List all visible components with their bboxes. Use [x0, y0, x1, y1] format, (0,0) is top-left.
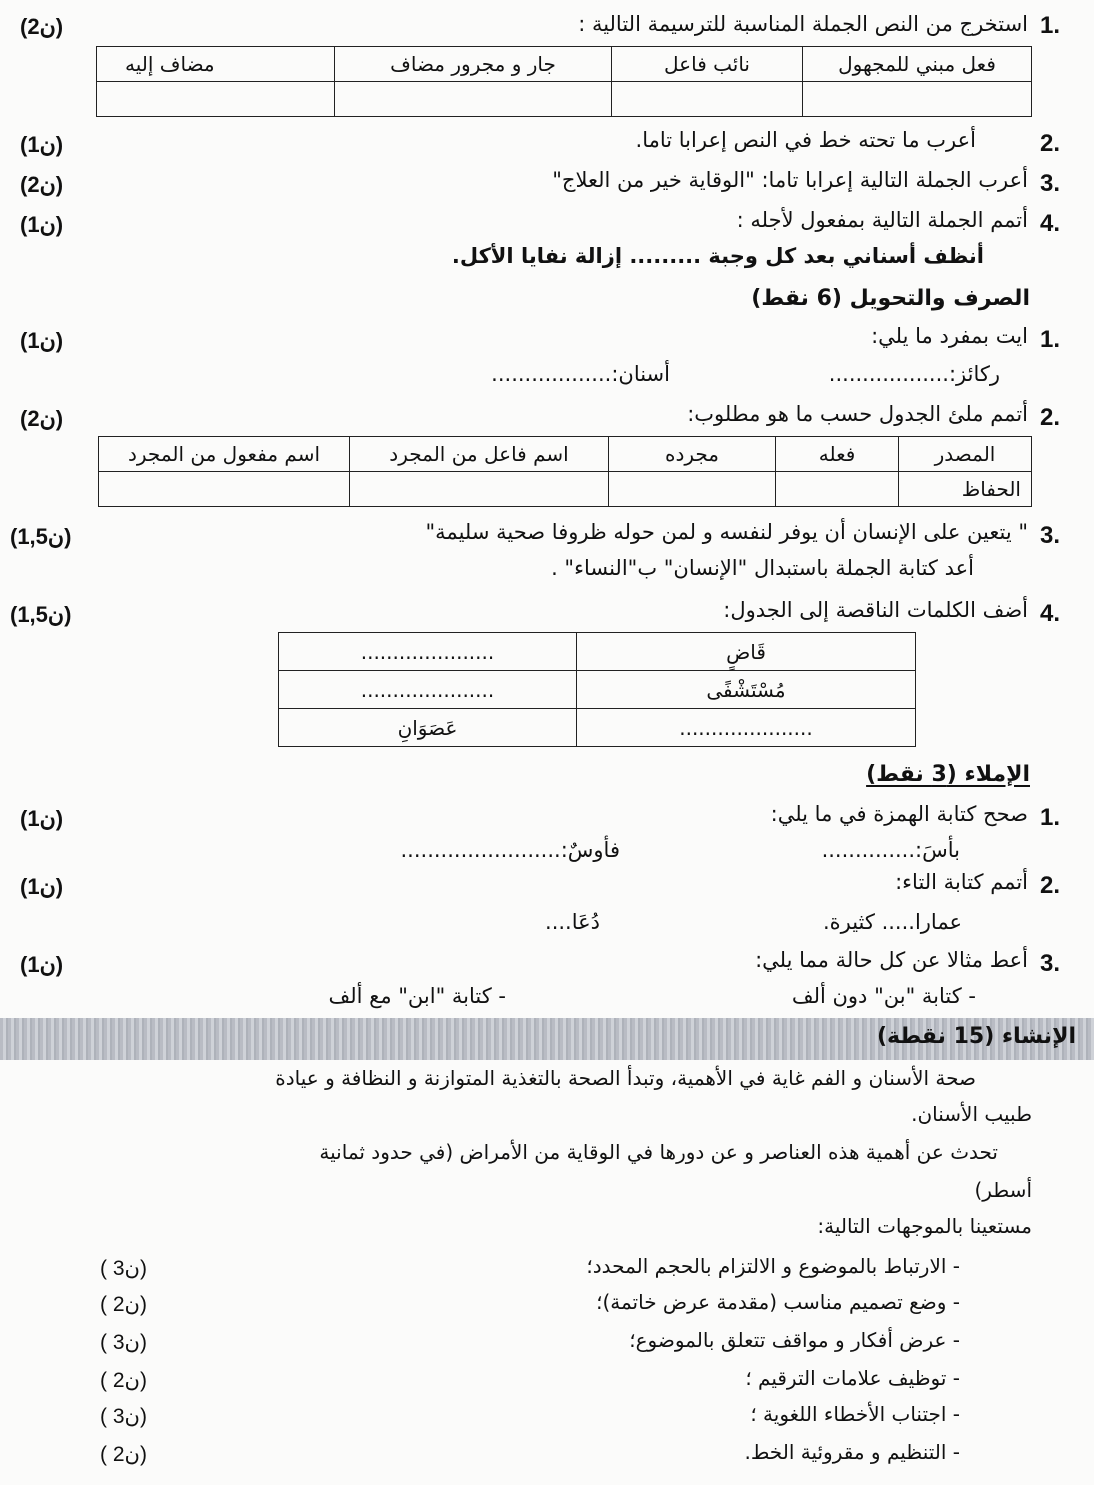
table-cell: قَاضٍ	[577, 633, 916, 671]
question-text: أتمم كتابة التاء:	[895, 870, 1028, 894]
question-number: 2.	[1040, 872, 1061, 899]
answer-blank: أسنان:..................	[491, 362, 670, 386]
question-number: 2.	[1040, 130, 1061, 157]
question-points: (1ن)	[20, 132, 64, 157]
table-cell: .....................	[279, 671, 577, 709]
criterion-text: - توظيف علامات الترقيم ؛	[745, 1366, 960, 1390]
table-header: المصدر	[899, 437, 1032, 472]
question-number: 4.	[1040, 600, 1061, 627]
section-heading-inshaa: الإنشاء (15 نقطة)	[876, 1024, 1076, 1049]
question-points: (1,5ن)	[10, 524, 72, 549]
criterion-text: - عرض أفكار و مواقف تتعلق بالموضوع؛	[629, 1328, 960, 1352]
question-number: 1.	[1040, 12, 1061, 39]
question-points: (2ن)	[20, 14, 64, 39]
question-number: 1.	[1040, 326, 1061, 353]
table-header: جار و مجرور مضاف	[335, 47, 612, 82]
essay-task: أسطر)	[974, 1178, 1032, 1202]
essay-prompt: طبيب الأسنان.	[911, 1102, 1032, 1126]
table-header: فعل مبني للمجهول	[803, 47, 1032, 82]
question-number: 2.	[1040, 404, 1061, 431]
table-cell: .....................	[279, 633, 577, 671]
question-text: أعط مثالا عن كل حالة مما يلي:	[755, 948, 1028, 972]
table-cell: مُسْتَشْفًى	[577, 671, 916, 709]
question-text: استخرج من النص الجملة المناسبة للترسيمة التالية :	[578, 12, 1028, 36]
question-number: 4.	[1040, 210, 1061, 237]
table-header: مجرده	[609, 437, 776, 472]
section-heading-sarf: الصرف والتحويل (6 نقط)	[751, 286, 1030, 311]
question-number: 3.	[1040, 950, 1061, 977]
rewrite-instruction: أعد كتابة الجملة باستبدال "الإنسان" ب"النساء" .	[551, 556, 974, 580]
answer-blank: فأوسٌ:........................	[400, 838, 620, 862]
question-points: (1,5ن)	[10, 602, 72, 627]
answer-blank: دُعَا....	[545, 910, 600, 934]
question-points: (1ن)	[20, 952, 64, 977]
answer-blank: بأسَ:..............	[821, 838, 960, 862]
table-header: اسم مفعول من المجرد	[99, 437, 350, 472]
criterion-points: ( 3ن)	[100, 1331, 147, 1354]
example-case: - كتابة "بن" دون ألف	[791, 984, 976, 1008]
table-cell: الحفاظ	[899, 472, 1032, 507]
extraction-table	[96, 46, 1032, 117]
question-text: أتمم الجملة التالية بمفعول لأجله :	[736, 208, 1028, 232]
question-number: 3.	[1040, 522, 1061, 549]
criterion-text: - وضع تصميم مناسب (مقدمة عرض خاتمة)؛	[596, 1290, 960, 1314]
completion-sentence: أنظف أسناني بعد كل وجبة ......... إزالة نفايا الأكل.	[451, 244, 984, 268]
question-points: (1ن)	[20, 212, 64, 237]
answer-blank: عمارا..... كثيرة.	[822, 910, 962, 934]
question-points: (1ن)	[20, 328, 64, 353]
criterion-points: ( 2ن)	[100, 1443, 147, 1466]
criteria-intro: مستعينا بالموجهات التالية:	[817, 1214, 1032, 1238]
question-points: (2ن)	[20, 406, 64, 431]
example-case: - كتابة "ابن" مع ألف	[328, 984, 506, 1008]
criterion-text: - اجتناب الأخطاء اللغوية ؛	[750, 1402, 960, 1426]
table-header: فعله	[776, 437, 899, 472]
answer-blank: ركائز:..................	[828, 362, 1000, 386]
question-points: (1ن)	[20, 874, 64, 899]
table-cell: عَصَوَانِ	[279, 709, 577, 747]
question-text: أعرب ما تحته خط في النص إعرابا تاما.	[635, 128, 976, 152]
question-text: أضف الكلمات الناقصة إلى الجدول:	[723, 598, 1028, 622]
question-text: ايت بمفرد ما يلي:	[871, 324, 1028, 348]
criterion-points: ( 3ن)	[100, 1257, 147, 1280]
question-number: 3.	[1040, 170, 1061, 197]
missing-words-table	[278, 632, 916, 747]
derivation-table	[98, 436, 1032, 507]
criterion-text: - التنظيم و مقروئية الخط.	[744, 1440, 960, 1464]
essay-prompt: صحة الأسنان و الفم غاية في الأهمية، وتبدأ الصحة بالتغذية المتوازنة و النظافة و عيادة	[275, 1066, 976, 1090]
question-text: صحح كتابة الهمزة في ما يلي:	[770, 802, 1028, 826]
criterion-points: ( 2ن)	[100, 1369, 147, 1392]
question-number: 1.	[1040, 804, 1061, 831]
table-cell: .....................	[577, 709, 916, 747]
table-header: مضاف إليه	[97, 47, 335, 82]
question-points: (2ن)	[20, 172, 64, 197]
question-text: " يتعين على الإنسان أن يوفر لنفسه و لمن حوله ظروفا صحية سليمة"	[425, 520, 1028, 544]
criterion-points: ( 2ن)	[100, 1293, 147, 1316]
essay-task: تحدث عن أهمية هذه العناصر و عن دورها في الوقاية من الأمراض (في حدود ثمانية	[319, 1140, 998, 1164]
table-header: اسم فاعل من المجرد	[350, 437, 609, 472]
question-text: أعرب الجملة التالية إعرابا تاما: "الوقاية خير من العلاج"	[552, 168, 1028, 192]
criterion-text: - الارتباط بالموضوع و الالتزام بالحجم المحدد؛	[586, 1254, 960, 1278]
table-header: نائب فاعل	[612, 47, 803, 82]
question-text: أتمم ملئ الجدول حسب ما هو مطلوب:	[687, 402, 1028, 426]
question-points: (1ن)	[20, 806, 64, 831]
section-heading-imlaa: الإملاء (3 نقط)	[866, 762, 1030, 787]
criterion-points: ( 3ن)	[100, 1405, 147, 1428]
